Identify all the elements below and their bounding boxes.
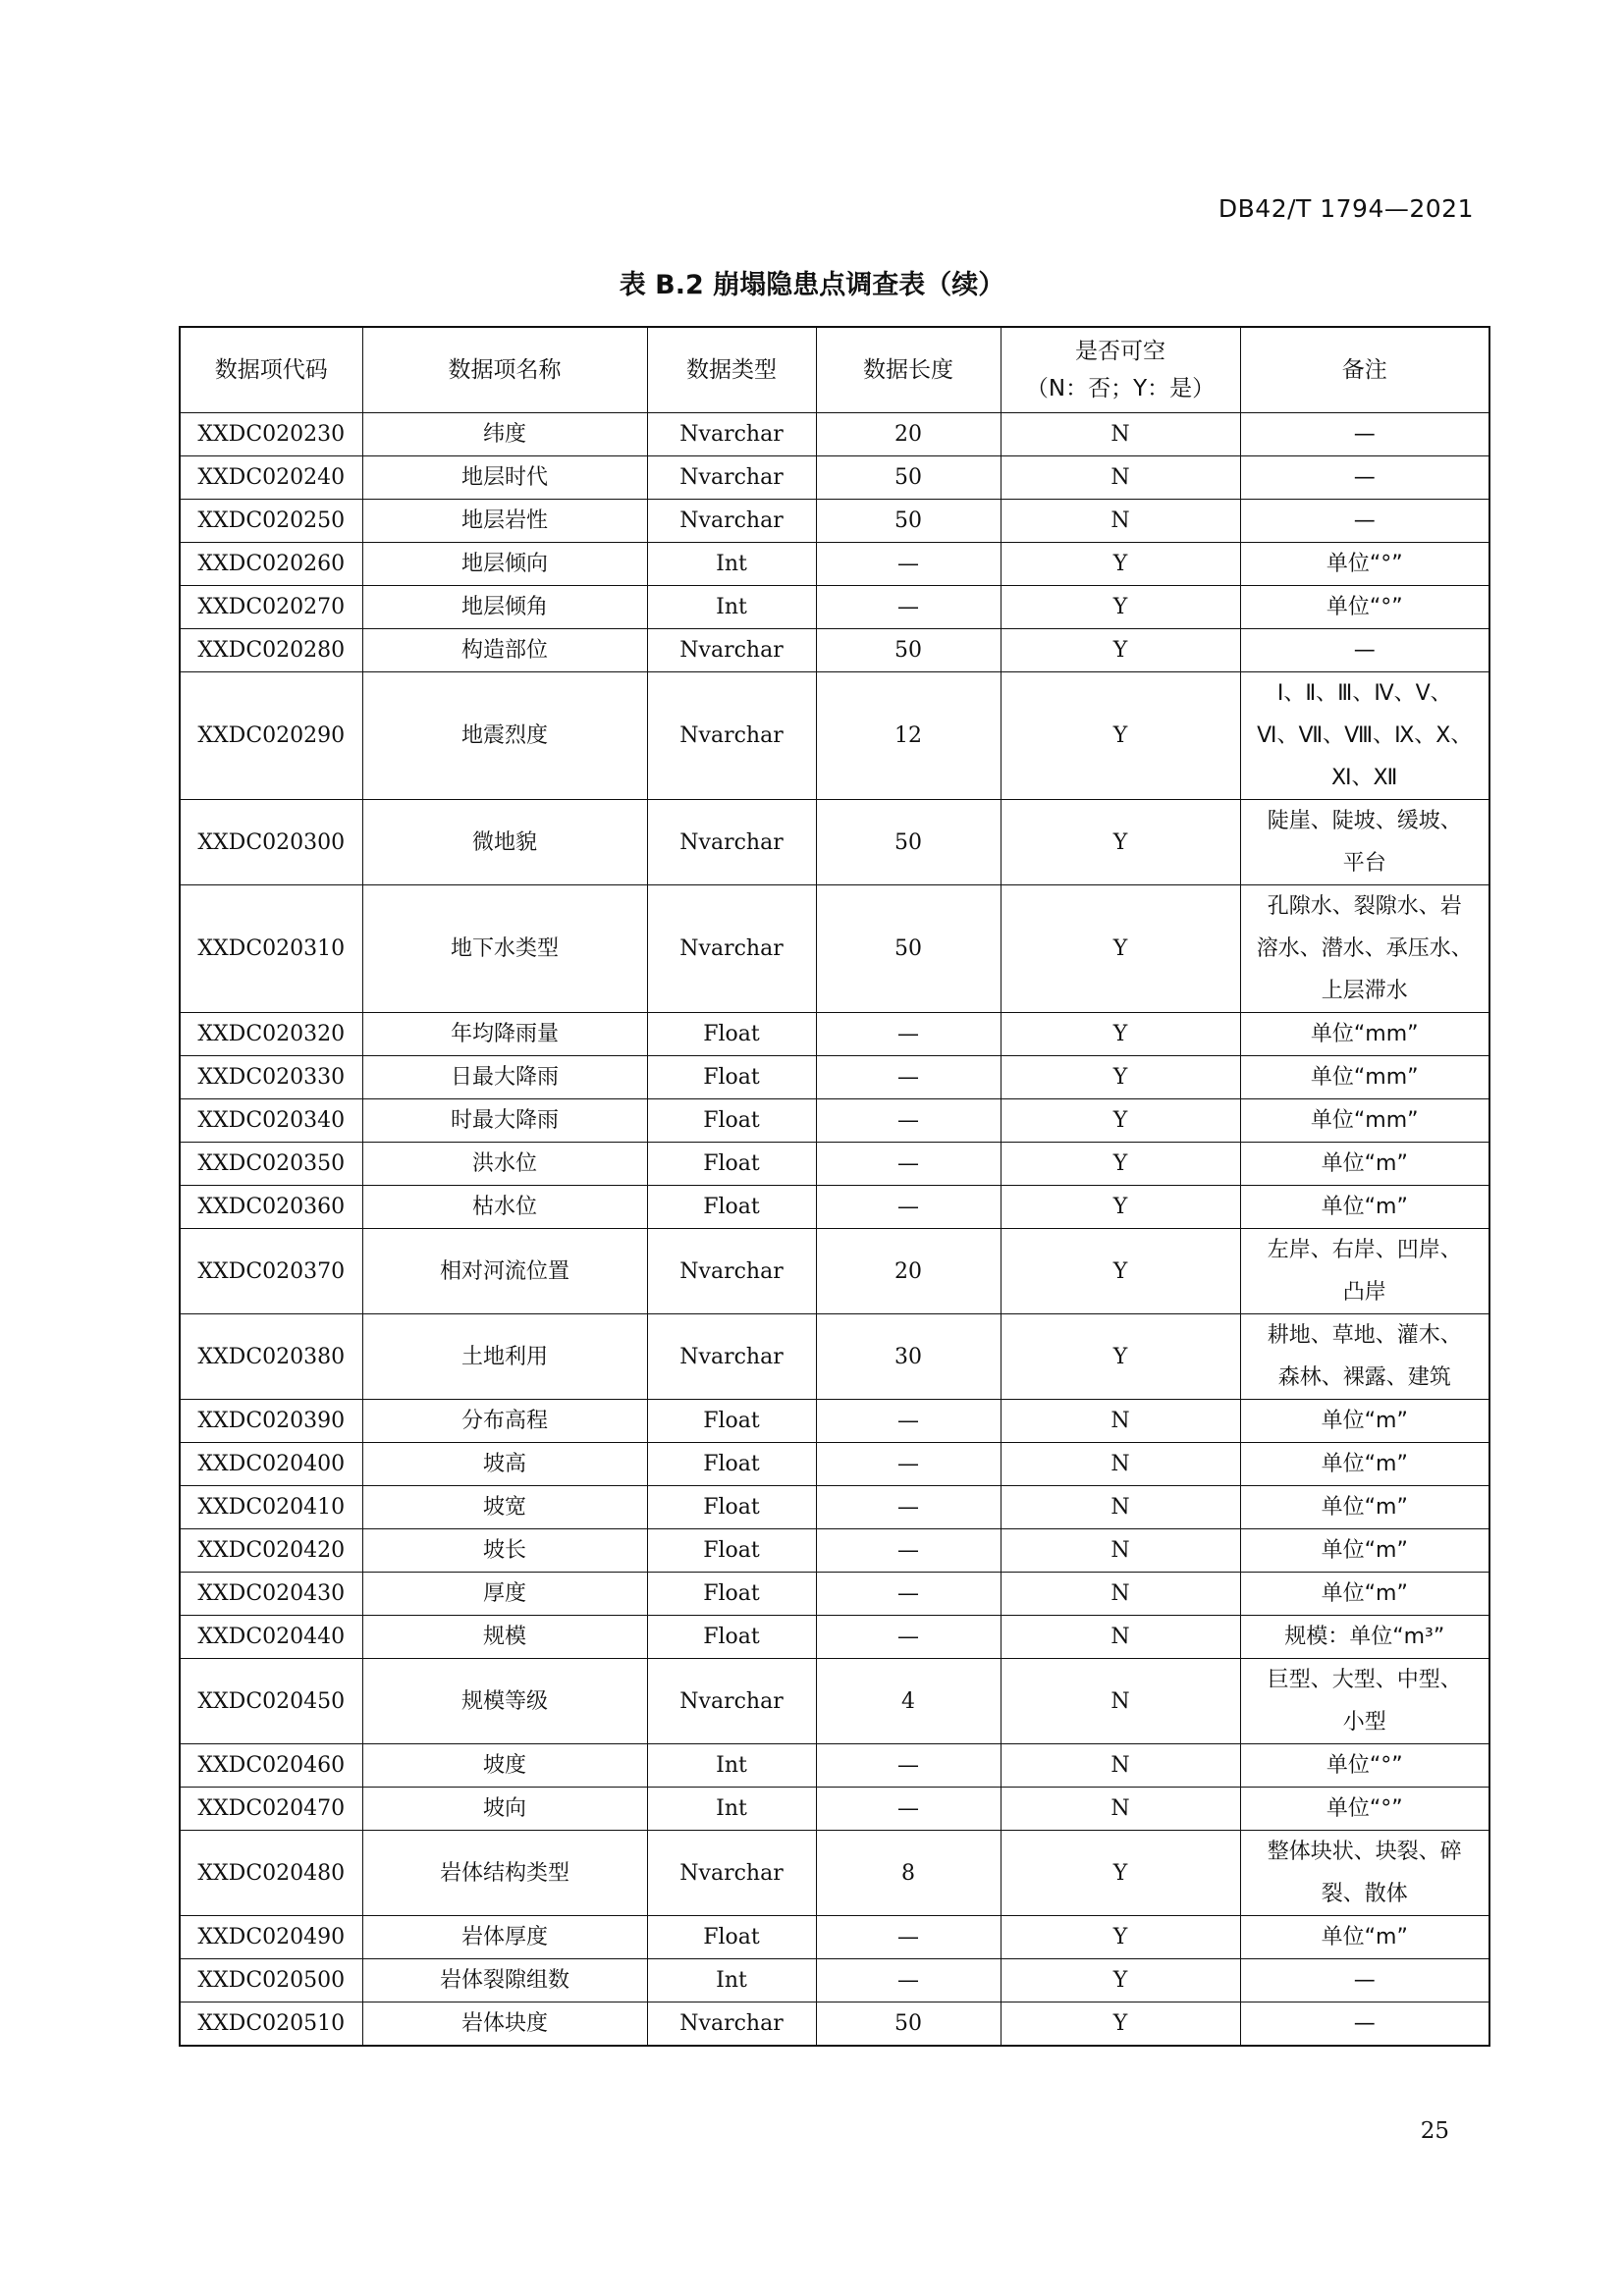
length-cell: 30 <box>816 1314 1001 1400</box>
code-cell: XXDC020480 <box>180 1831 362 1916</box>
length-cell: 8 <box>816 1831 1001 1916</box>
note-line: 上层滞水 <box>1321 979 1408 1003</box>
table-row <box>180 543 1489 586</box>
name-cell: 规模 <box>362 1616 647 1659</box>
code-cell: XXDC020500 <box>180 1959 362 2002</box>
length-cell: 20 <box>816 413 1001 456</box>
table-row <box>180 1186 1489 1229</box>
note-line: 单位“m” <box>1321 1538 1408 1563</box>
note-cell <box>1240 1529 1489 1573</box>
type-cell: Float <box>647 1099 816 1143</box>
name-cell: 地震烈度 <box>362 672 647 800</box>
length-cell: — <box>816 1013 1001 1056</box>
type-cell: Float <box>647 1400 816 1443</box>
nullable-cell: Y <box>1001 800 1240 885</box>
type-cell: Float <box>647 1056 816 1099</box>
note-cell <box>1240 1573 1489 1616</box>
note-line: 单位“m” <box>1321 1495 1408 1520</box>
page-number: 25 <box>1420 2118 1449 2144</box>
code-cell: XXDC020410 <box>180 1486 362 1529</box>
table-row <box>180 672 1489 800</box>
nullable-cell: Y <box>1001 2002 1240 2047</box>
note-cell <box>1240 1916 1489 1959</box>
note-cell <box>1240 1229 1489 1314</box>
nullable-cell: Y <box>1001 1186 1240 1229</box>
length-cell: — <box>816 1959 1001 2002</box>
table-row <box>180 1616 1489 1659</box>
name-cell: 地层时代 <box>362 456 647 500</box>
code-cell: XXDC020430 <box>180 1573 362 1616</box>
table-row <box>180 1099 1489 1143</box>
note-cell <box>1240 1616 1489 1659</box>
table-row <box>180 1916 1489 1959</box>
note-line: 森林、裸露、建筑 <box>1277 1365 1451 1390</box>
name-cell: 洪水位 <box>362 1143 647 1186</box>
name-cell: 微地貌 <box>362 800 647 885</box>
nullable-cell: Y <box>1001 1099 1240 1143</box>
name-cell: 岩体裂隙组数 <box>362 1959 647 2002</box>
note-line: 裂、散体 <box>1321 1882 1408 1906</box>
name-cell: 规模等级 <box>362 1659 647 1744</box>
code-cell: XXDC020300 <box>180 800 362 885</box>
note-line: 小型 <box>1342 1710 1386 1735</box>
note-line: — <box>1353 1968 1376 1993</box>
header-length: 数据长度 <box>816 327 1001 413</box>
name-cell: 时最大降雨 <box>362 1099 647 1143</box>
code-cell: XXDC020330 <box>180 1056 362 1099</box>
nullable-cell: Y <box>1001 543 1240 586</box>
code-cell: XXDC020390 <box>180 1400 362 1443</box>
table-row <box>180 1659 1489 1744</box>
table-row <box>180 1744 1489 1788</box>
note-line: 单位“°” <box>1326 595 1403 619</box>
code-cell: XXDC020240 <box>180 456 362 500</box>
header-nullable-title: 是否可空 <box>1075 339 1165 364</box>
note-line: 单位“mm” <box>1310 1108 1419 1133</box>
length-cell: — <box>816 1400 1001 1443</box>
type-cell: Nvarchar <box>647 500 816 543</box>
name-cell: 地层倾角 <box>362 586 647 629</box>
header-code: 数据项代码 <box>180 327 362 413</box>
note-line: 左岸、右岸、凹岸、 <box>1267 1238 1462 1262</box>
type-cell: Float <box>647 1143 816 1186</box>
length-cell: 12 <box>816 672 1001 800</box>
note-line: 单位“m” <box>1321 1151 1408 1176</box>
code-cell: XXDC020370 <box>180 1229 362 1314</box>
type-cell: Int <box>647 586 816 629</box>
length-cell: — <box>816 1056 1001 1099</box>
table-row <box>180 1486 1489 1529</box>
nullable-cell: Y <box>1001 1013 1240 1056</box>
code-cell: XXDC020340 <box>180 1099 362 1143</box>
note-cell <box>1240 1744 1489 1788</box>
note-line: — <box>1353 2011 1376 2036</box>
type-cell: Int <box>647 1959 816 2002</box>
name-cell: 坡高 <box>362 1443 647 1486</box>
type-cell: Nvarchar <box>647 1659 816 1744</box>
nullable-cell: Y <box>1001 1916 1240 1959</box>
length-cell: — <box>816 1573 1001 1616</box>
length-cell: 50 <box>816 500 1001 543</box>
table-row <box>180 1443 1489 1486</box>
note-cell <box>1240 629 1489 672</box>
note-cell <box>1240 885 1489 1013</box>
table-row <box>180 586 1489 629</box>
note-cell <box>1240 1143 1489 1186</box>
note-line: 单位“m” <box>1321 1452 1408 1476</box>
note-cell <box>1240 586 1489 629</box>
note-cell <box>1240 500 1489 543</box>
code-cell: XXDC020380 <box>180 1314 362 1400</box>
code-cell: XXDC020310 <box>180 885 362 1013</box>
type-cell: Float <box>647 1916 816 1959</box>
note-line: Ⅵ、Ⅶ、Ⅷ、Ⅸ、Ⅹ、 <box>1257 723 1473 748</box>
nullable-cell: N <box>1001 1573 1240 1616</box>
code-cell: XXDC020350 <box>180 1143 362 1186</box>
type-cell: Nvarchar <box>647 800 816 885</box>
length-cell: 20 <box>816 1229 1001 1314</box>
note-cell <box>1240 1443 1489 1486</box>
table-row <box>180 2002 1489 2047</box>
note-line: — <box>1353 508 1376 533</box>
length-cell: — <box>816 1744 1001 1788</box>
table-row <box>180 1959 1489 2002</box>
note-line: 单位“°” <box>1326 552 1403 576</box>
table-row <box>180 800 1489 885</box>
nullable-cell: N <box>1001 500 1240 543</box>
note-line: — <box>1353 422 1376 447</box>
nullable-cell: Y <box>1001 1314 1240 1400</box>
length-cell: — <box>816 1186 1001 1229</box>
name-cell: 岩体厚度 <box>362 1916 647 1959</box>
nullable-cell: N <box>1001 1443 1240 1486</box>
type-cell: Int <box>647 543 816 586</box>
nullable-cell: Y <box>1001 586 1240 629</box>
code-cell: XXDC020450 <box>180 1659 362 1744</box>
nullable-cell: N <box>1001 1486 1240 1529</box>
table-row <box>180 1143 1489 1186</box>
length-cell: — <box>816 1443 1001 1486</box>
code-cell: XXDC020260 <box>180 543 362 586</box>
code-cell: XXDC020510 <box>180 2002 362 2047</box>
header-name: 数据项名称 <box>362 327 647 413</box>
name-cell: 厚度 <box>362 1573 647 1616</box>
note-cell <box>1240 1186 1489 1229</box>
type-cell: Float <box>647 1529 816 1573</box>
nullable-cell: N <box>1001 1400 1240 1443</box>
name-cell: 岩体块度 <box>362 2002 647 2047</box>
nullable-cell: Y <box>1001 1831 1240 1916</box>
note-line: 耕地、草地、灌木、 <box>1267 1323 1462 1348</box>
name-cell: 纬度 <box>362 413 647 456</box>
name-cell: 地下水类型 <box>362 885 647 1013</box>
header-note: 备注 <box>1240 327 1489 413</box>
nullable-cell: N <box>1001 413 1240 456</box>
type-cell: Nvarchar <box>647 672 816 800</box>
name-cell: 土地利用 <box>362 1314 647 1400</box>
type-cell: Nvarchar <box>647 2002 816 2047</box>
length-cell: — <box>816 1143 1001 1186</box>
length-cell: 50 <box>816 2002 1001 2047</box>
type-cell: Float <box>647 1443 816 1486</box>
table-row <box>180 1229 1489 1314</box>
note-line: 溶水、潜水、承压水、 <box>1256 936 1473 961</box>
code-cell: XXDC020320 <box>180 1013 362 1056</box>
table-row <box>180 1788 1489 1831</box>
nullable-cell: N <box>1001 1744 1240 1788</box>
note-line: 单位“°” <box>1326 1753 1403 1778</box>
note-cell <box>1240 2002 1489 2047</box>
note-cell <box>1240 1056 1489 1099</box>
nullable-cell: Y <box>1001 1229 1240 1314</box>
note-line: 单位“m” <box>1321 1409 1408 1433</box>
note-line: — <box>1353 638 1376 663</box>
note-cell <box>1240 1659 1489 1744</box>
code-cell: XXDC020360 <box>180 1186 362 1229</box>
note-line: 巨型、大型、中型、 <box>1267 1668 1462 1692</box>
note-line: Ⅰ、Ⅱ、Ⅲ、Ⅳ、Ⅴ、 <box>1276 681 1452 706</box>
type-cell: Float <box>647 1573 816 1616</box>
name-cell: 构造部位 <box>362 629 647 672</box>
note-cell <box>1240 672 1489 800</box>
nullable-cell: N <box>1001 456 1240 500</box>
note-line: 单位“m” <box>1321 1581 1408 1606</box>
name-cell: 坡度 <box>362 1744 647 1788</box>
type-cell: Nvarchar <box>647 1229 816 1314</box>
length-cell: — <box>816 1486 1001 1529</box>
code-cell: XXDC020270 <box>180 586 362 629</box>
length-cell: 50 <box>816 800 1001 885</box>
code-cell: XXDC020440 <box>180 1616 362 1659</box>
length-cell: 50 <box>816 629 1001 672</box>
length-cell: 50 <box>816 456 1001 500</box>
type-cell: Nvarchar <box>647 629 816 672</box>
name-cell: 枯水位 <box>362 1186 647 1229</box>
length-cell: 4 <box>816 1659 1001 1744</box>
name-cell: 坡长 <box>362 1529 647 1573</box>
type-cell: Nvarchar <box>647 456 816 500</box>
type-cell: Int <box>647 1744 816 1788</box>
code-cell: XXDC020250 <box>180 500 362 543</box>
note-cell <box>1240 800 1489 885</box>
header-type: 数据类型 <box>647 327 816 413</box>
table-header-row <box>180 327 1489 413</box>
note-cell <box>1240 1959 1489 2002</box>
table-row <box>180 1573 1489 1616</box>
name-cell: 坡宽 <box>362 1486 647 1529</box>
table-title: 表 B.2 崩塌隐患点调查表（续） <box>619 270 1005 300</box>
nullable-cell: N <box>1001 1659 1240 1744</box>
code-cell: XXDC020420 <box>180 1529 362 1573</box>
note-cell <box>1240 1314 1489 1400</box>
data-items-table <box>179 326 1490 2047</box>
type-cell: Nvarchar <box>647 1314 816 1400</box>
note-line: 规模：单位“m³” <box>1284 1625 1445 1649</box>
code-cell: XXDC020470 <box>180 1788 362 1831</box>
table-body <box>180 413 1489 2047</box>
code-cell: XXDC020290 <box>180 672 362 800</box>
name-cell: 坡向 <box>362 1788 647 1831</box>
nullable-cell: N <box>1001 1788 1240 1831</box>
nullable-cell: Y <box>1001 1959 1240 2002</box>
type-cell: Int <box>647 1788 816 1831</box>
nullable-cell: N <box>1001 1616 1240 1659</box>
code-cell: XXDC020400 <box>180 1443 362 1486</box>
header-nullable <box>1001 327 1240 413</box>
type-cell: Float <box>647 1616 816 1659</box>
note-line: 陡崖、陡坡、缓坡、 <box>1267 809 1462 833</box>
length-cell: — <box>816 543 1001 586</box>
code-cell: XXDC020490 <box>180 1916 362 1959</box>
note-cell <box>1240 1486 1489 1529</box>
table-row <box>180 1831 1489 1916</box>
type-cell: Nvarchar <box>647 413 816 456</box>
note-cell <box>1240 1099 1489 1143</box>
table-row <box>180 500 1489 543</box>
name-cell: 年均降雨量 <box>362 1013 647 1056</box>
note-cell <box>1240 1013 1489 1056</box>
note-line: — <box>1353 465 1376 490</box>
length-cell: 50 <box>816 885 1001 1013</box>
name-cell: 地层倾向 <box>362 543 647 586</box>
type-cell: Float <box>647 1486 816 1529</box>
note-line: 单位“m” <box>1321 1925 1408 1949</box>
table-row <box>180 413 1489 456</box>
name-cell: 分布高程 <box>362 1400 647 1443</box>
name-cell: 岩体结构类型 <box>362 1831 647 1916</box>
nullable-cell: Y <box>1001 885 1240 1013</box>
table-row <box>180 1400 1489 1443</box>
note-cell <box>1240 456 1489 500</box>
nullable-cell: Y <box>1001 672 1240 800</box>
note-line: Ⅺ、Ⅻ <box>1331 766 1398 790</box>
table-row <box>180 1013 1489 1056</box>
note-line: 整体块状、块裂、碎 <box>1267 1840 1462 1864</box>
note-cell <box>1240 1400 1489 1443</box>
note-line: 孔隙水、裂隙水、岩 <box>1267 894 1462 919</box>
code-cell: XXDC020280 <box>180 629 362 672</box>
table-row <box>180 1529 1489 1573</box>
length-cell: — <box>816 586 1001 629</box>
code-cell: XXDC020460 <box>180 1744 362 1788</box>
nullable-cell: Y <box>1001 1143 1240 1186</box>
note-cell <box>1240 1831 1489 1916</box>
code-cell: XXDC020230 <box>180 413 362 456</box>
note-line: 单位“m” <box>1321 1195 1408 1219</box>
note-line: 单位“mm” <box>1310 1022 1419 1046</box>
table-row <box>180 1314 1489 1400</box>
note-cell <box>1240 1788 1489 1831</box>
note-line: 单位“mm” <box>1310 1065 1419 1090</box>
table-row <box>180 629 1489 672</box>
type-cell: Nvarchar <box>647 1831 816 1916</box>
length-cell: — <box>816 1529 1001 1573</box>
table-row <box>180 1056 1489 1099</box>
note-line: 平台 <box>1342 851 1386 876</box>
name-cell: 日最大降雨 <box>362 1056 647 1099</box>
name-cell: 相对河流位置 <box>362 1229 647 1314</box>
type-cell: Nvarchar <box>647 885 816 1013</box>
length-cell: — <box>816 1616 1001 1659</box>
standard-code: DB42/T 1794—2021 <box>1218 194 1474 223</box>
length-cell: — <box>816 1099 1001 1143</box>
table-row <box>180 456 1489 500</box>
nullable-cell: Y <box>1001 629 1240 672</box>
table-row <box>180 885 1489 1013</box>
header-nullable-legend: （N：否；Y：是） <box>1025 376 1216 401</box>
nullable-cell: N <box>1001 1529 1240 1573</box>
nullable-cell: Y <box>1001 1056 1240 1099</box>
note-line: 凸岸 <box>1342 1280 1386 1305</box>
type-cell: Float <box>647 1013 816 1056</box>
name-cell: 地层岩性 <box>362 500 647 543</box>
note-line: 单位“°” <box>1326 1796 1403 1821</box>
type-cell: Float <box>647 1186 816 1229</box>
length-cell: — <box>816 1916 1001 1959</box>
note-cell <box>1240 543 1489 586</box>
note-cell <box>1240 413 1489 456</box>
length-cell: — <box>816 1788 1001 1831</box>
